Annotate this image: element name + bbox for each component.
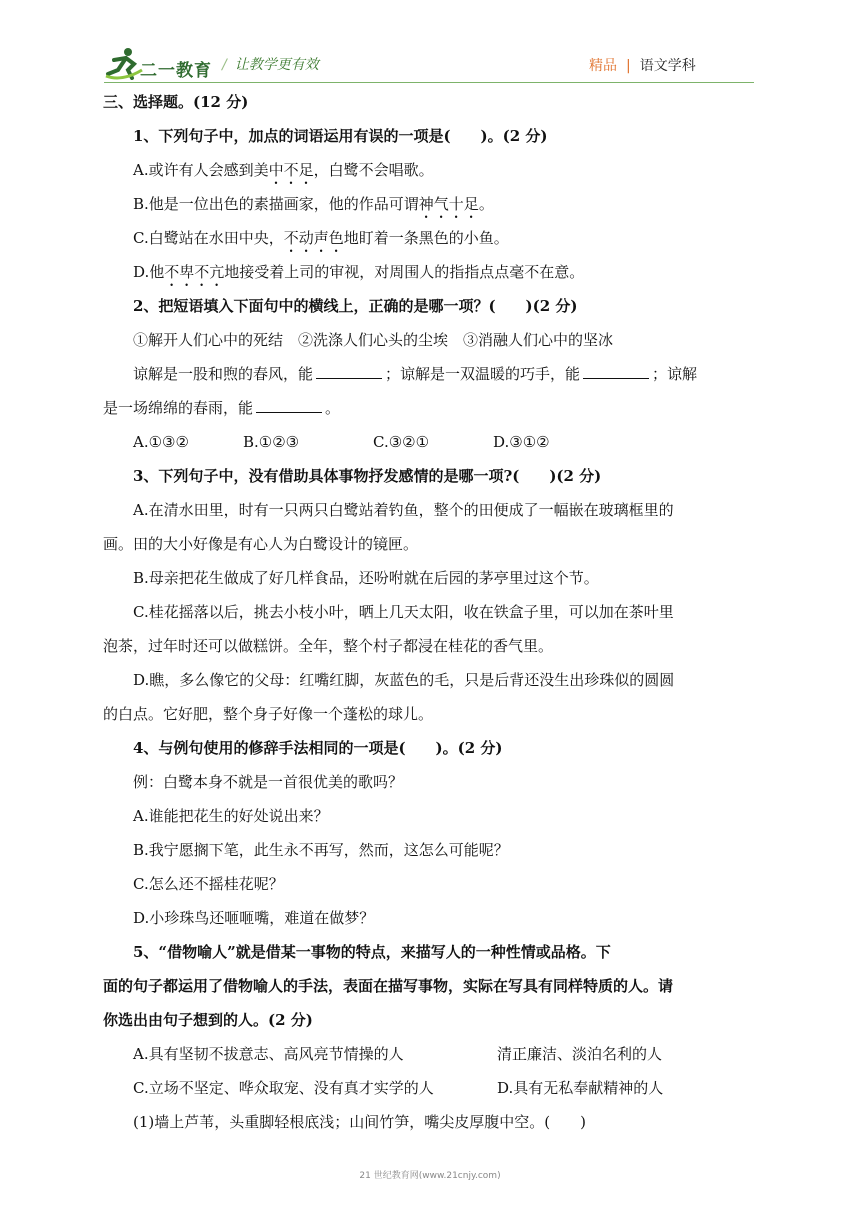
q1-b-dotted: 神气十足	[418, 195, 479, 213]
q2-options	[103, 432, 765, 466]
q2-sentence-line2	[103, 398, 765, 432]
q5-option-a: A.具有坚韧不拔意志、高风亮节情操的人	[133, 1045, 404, 1063]
q2-blank-2[interactable]	[583, 364, 649, 379]
q3-option-d-line1: D.瞧，多么像它的父母：红嘴红脚，灰蓝色的毛，只是后背还没生出珍珠似的圆圆	[133, 671, 675, 689]
slogan: / 让教学更有效	[222, 57, 319, 73]
q2-s5: 。	[325, 399, 341, 417]
q2-blank-1[interactable]	[316, 364, 382, 379]
q3-option-a-line1: A.在清水田里，时有一只两只白鹭站着钓鱼，整个的田便成了一幅嵌在玻璃框里的	[133, 501, 674, 519]
q4-option-d: D.小珍珠鸟还咂咂嘴，难道在做梦？	[133, 909, 375, 927]
q5-option-d: D.具有无私奉献精神的人	[497, 1079, 664, 1097]
header-rule	[104, 82, 754, 83]
q3-option-a-line2: 画。田的大小好像是有心人为白鹭设计的镜匣。	[103, 535, 419, 553]
q3-option-b: B.母亲把花生做成了好几样食品，还吩咐就在后园的茅亭里过这个节。	[133, 569, 599, 587]
q5-stem-line3: 你选出由句子想到的人。(2 分)	[103, 1011, 313, 1029]
q1-d-post: 地接受着上司的审视，对周围人的指指点点毫不在意。	[224, 263, 585, 281]
q2-option-d: D.③①②	[493, 433, 550, 451]
q1-a-dotted: 中不足	[268, 161, 314, 179]
q5-stem-line1: 5、“借物喻人”就是借某一事物的特点，来描写人的一种性情或品格。下	[133, 943, 611, 961]
subject-label: 语文学科	[639, 58, 696, 74]
q2-stem: 2、把短语填入下面句中的横线上，正确的是哪一项？( )(2 分)	[133, 297, 578, 315]
q4-option-c: C.怎么还不摇桂花呢？	[133, 875, 284, 893]
slogan-text: 让教学更有效	[234, 57, 319, 73]
document-body	[103, 92, 765, 1146]
q2-s2: ；谅解是一双温暖的巧手，能	[385, 365, 581, 383]
q1-b-pre: B.他是一位出色的素描画家，他的作品可谓	[133, 195, 419, 213]
q3-option-c-line1: C.桂花摇落以后，挑去小枝小叶，晒上几天太阳，收在铁盒子里，可以加在茶叶里	[133, 603, 674, 621]
q4-option-a: A.谁能把花生的好处说出来？	[133, 807, 329, 825]
q1-a-post: ，白鹭不会唱歌。	[313, 161, 434, 179]
q1-c-pre: C.白鹭站在水田中央，	[133, 229, 284, 247]
site-logo[interactable]	[104, 46, 224, 82]
q2-phrases: ①解开人们心中的死结 ②洗涤人们心头的尘埃 ③消融人们心中的坚冰	[133, 331, 614, 349]
q1-b-post: 。	[478, 195, 494, 213]
runner-logo-icon	[104, 46, 144, 80]
q2-s4: 是一场绵绵的春雨，能	[103, 399, 254, 417]
q1-a-pre: A.或许有人会感到美	[133, 161, 269, 179]
q2-sentence-line1	[103, 364, 765, 398]
q5-sub1: (1)墙上芦苇，头重脚轻根底浅；山间竹笋，嘴尖皮厚腹中空。( )	[133, 1113, 586, 1131]
q3-stem: 3、下列句子中，没有借助具体事物抒发感情的是哪一项?( )(2 分)	[133, 467, 602, 485]
q1-option-c	[103, 228, 765, 262]
q1-d-dotted: 不卑不亢	[164, 263, 225, 281]
q1-stem: 1、下列句子中，加点的词语运用有误的一项是( )。(2 分)	[133, 127, 548, 145]
q3-option-d-line2: 的白点。它好肥，整个身子好像一个蓬松的球儿。	[103, 705, 434, 723]
q2-s3: ；谅解	[652, 365, 698, 383]
premium-label: 精品	[589, 58, 617, 74]
q2-option-c: C.③②①	[373, 433, 430, 451]
q1-d-pre: D.他	[133, 263, 165, 281]
page-footer: 21 世纪教育网(www.21cnjy.com)	[359, 1171, 501, 1181]
section-title: 三、选择题。(12 分)	[103, 93, 249, 111]
q5-options-row1	[103, 1044, 765, 1078]
q4-example: 例：白鹭本身不就是一首很优美的歌吗？	[133, 773, 404, 791]
header-divider: |	[626, 58, 631, 74]
q1-c-post: 地盯着一条黑色的小鱼。	[343, 229, 509, 247]
q4-option-b: B.我宁愿搁下笔，此生永不再写，然而，这怎么可能呢？	[133, 841, 509, 859]
q3-option-c-line2: 泡茶，过年时还可以做糕饼。全年，整个村子都浸在桂花的香气里。	[103, 637, 554, 655]
q1-c-dotted: 不动声色	[283, 229, 344, 247]
q5-option-b: 清正廉洁、淡泊名利的人	[497, 1045, 663, 1063]
header-right	[589, 55, 696, 75]
page-header	[0, 0, 860, 90]
q4-stem: 4、与例句使用的修辞手法相同的一项是( )。(2 分)	[133, 739, 503, 757]
logo-text: 二一教育	[140, 61, 212, 81]
q1-option-d	[103, 262, 765, 296]
q2-blank-3[interactable]	[256, 398, 322, 413]
q5-stem-line2: 面的句子都运用了借物喻人的手法，表面在描写事物，实际在写具有同样特质的人。请	[103, 977, 674, 995]
q5-options-row2	[103, 1078, 765, 1112]
q2-option-a: A.①③②	[133, 433, 189, 451]
q1-option-b	[103, 194, 765, 228]
q1-option-a	[103, 160, 765, 194]
q2-option-b: B.①②③	[243, 433, 300, 451]
q2-s1: 谅解是一股和煦的春风，能	[133, 365, 314, 383]
q5-option-c: C.立场不坚定、哗众取宠、没有真才实学的人	[133, 1079, 434, 1097]
